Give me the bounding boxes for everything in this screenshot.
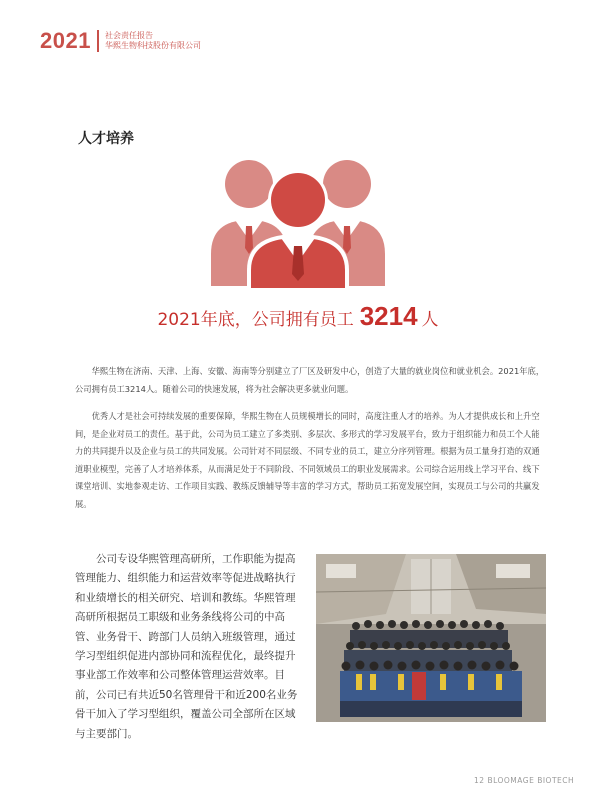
- header-divider: [97, 30, 99, 52]
- section-title: 人才培养: [78, 131, 134, 147]
- page-footer: [474, 776, 574, 785]
- employee-count: 3214: [359, 301, 418, 331]
- company-name: 华熙生物科技股份有限公司: [104, 41, 201, 50]
- report-title: 社会责任报告: [104, 31, 153, 40]
- people-icon: [205, 158, 391, 288]
- headline-prefix: 2021年底，公司拥有员工: [157, 310, 354, 330]
- body-paragraph-2: 优秀人才是社会可持续发展的重要保障，华熙生物在人员规模增长的同时，高度注重人才的培养。为人才提供成长和上升空间，是企业对员工的责任。基于此，公司为员工建立了多类别、多层次、多形式的学习发展平台，致力于组织能力和员工个人能力的共同提升以及企业与员工的共同发展。公司针对不同层级、不同专业的员工，建立分序列管理。根据为员工量身打造的双通道职业模型，完善了人才培养体系，从而满足处于不同阶段、不同领域员工的职业发展需求。公司综合运用线上学习平台、线下课堂培训、实地参观走访、工作项目实践、教练反馈辅导等丰富的学习方式，帮助员工拓宽发展空间，实现员工与公司的共赢发展。: [75, 411, 540, 509]
- header-text: [105, 31, 201, 51]
- group-photo: [316, 554, 546, 722]
- employee-count-headline: [0, 301, 596, 332]
- body-paragraph-1: 华熙生物在济南、天津、上海、安徽、海南等分别建立了厂区及研发中心，创造了大量的就业岗位和就业机会。2021年底，公司拥有员工3214人。随着公司的快速发展，将为社会解决更多就业问题。: [75, 366, 545, 394]
- body-paragraph-3: 公司专设华熙管理高研所，工作职能为提高管理能力、组织能力和运营效率等促进战略执行和业绩增长的相关研究、培训和教练。华熙管理高研所根据员工职级和业务条线将公司的中高管、业务骨干、跨部门人员纳入班级管理，通过学习型组织促进内部协同和流程优化，最终提升事业部工作效率和公司整体管理运营效率。目前，公司已有共近50名管理骨干和近200名业务骨干加入了学习型组织，覆盖公司全部所在区域与主要部门。: [75, 553, 298, 740]
- headline-suffix: 人: [421, 310, 439, 330]
- brand-name: BLOOMAGE BIOTECH: [487, 776, 575, 785]
- page-number: 12: [474, 776, 485, 785]
- report-header: [40, 28, 201, 54]
- report-year: 2021: [40, 28, 91, 53]
